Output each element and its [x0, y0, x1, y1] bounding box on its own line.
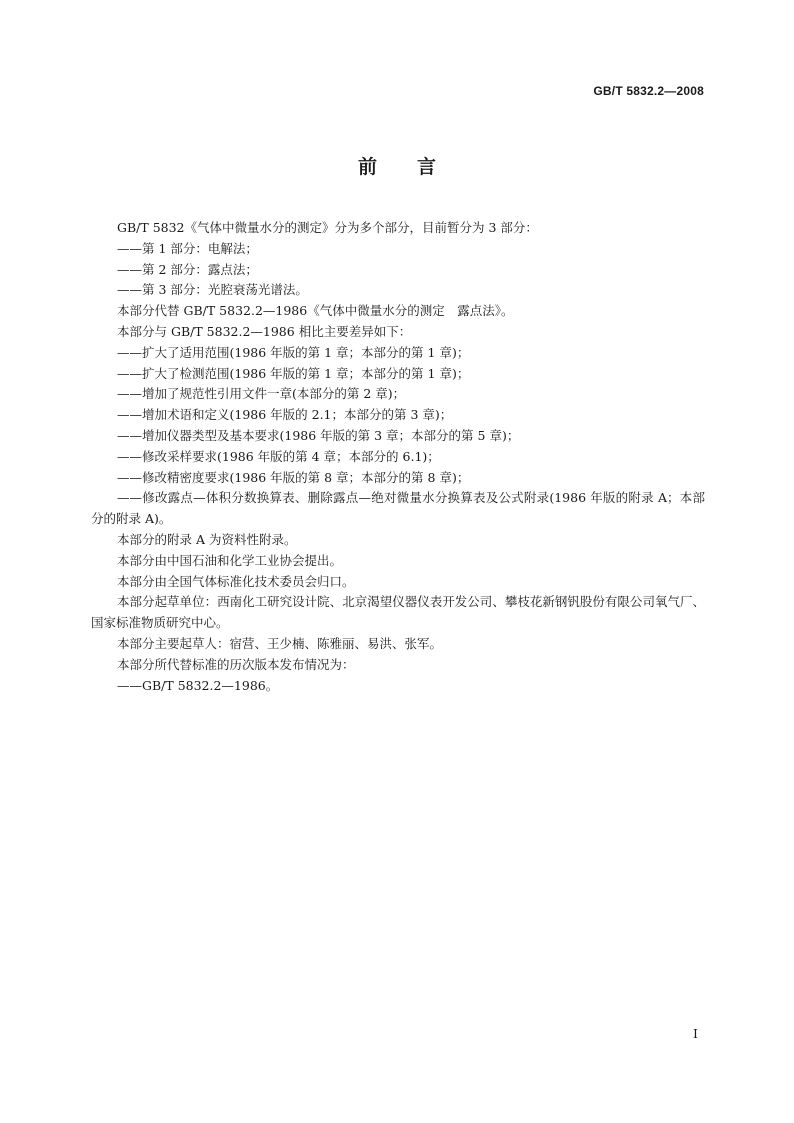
paragraph-line: 本部分由中国石油和化学工业协会提出。	[117, 552, 343, 568]
list-item: ——GB/T 5832.2—1986。	[117, 677, 279, 693]
list-item: ——增加仪器类型及基本要求(1986 年版的第 3 章；本部分的第 5 章)；	[117, 427, 520, 443]
list-item: ——扩大了适用范围(1986 年版的第 1 章；本部分的第 1 章)；	[117, 344, 470, 360]
list-item: ——增加术语和定义(1986 年版的 2.1；本部分的第 3 章)；	[117, 407, 453, 423]
list-item: ——修改采样要求(1986 年版的第 4 章；本部分的 6.1)；	[117, 448, 440, 464]
paragraph-line: 本部分由全国气体标准化技术委员会归口。	[117, 573, 355, 589]
paragraph-line: 本部分与 GB/T 5832.2—1986 相比主要差异如下：	[117, 323, 412, 339]
page-title: 前言	[357, 156, 476, 178]
paragraph-line: 本部分主要起草人：宿营、王少楠、陈雅丽、易洪、张军。	[117, 635, 443, 651]
list-item: ——第 1 部分：电解法；	[117, 240, 258, 256]
list-item: ——第 2 部分：露点法；	[117, 261, 258, 277]
paragraph-line: 本部分的附录 A 为资料性附录。	[117, 531, 297, 547]
list-item: ——扩大了检测范围(1986 年版的第 1 章；本部分的第 1 章)；	[117, 365, 470, 381]
standard-code-header: GB/T 5832.2—2008	[593, 84, 704, 98]
paragraph-line: 本部分代替 GB/T 5832.2—1986《气体中微量水分的测定 露点法》。	[117, 303, 514, 319]
paragraph-line: 本部分所代替标准的历次版本发布情况为：	[117, 656, 355, 672]
list-item: ——修改露点—体积分数换算表、删除露点—绝对微量水分换算表及公式附录(1986 年版的附录 A；本部分的附录 A)。	[91, 490, 705, 527]
foreword-body	[91, 218, 705, 696]
list-item: ——修改精密度要求(1986 年版的第 8 章；本部分的第 8 章)；	[117, 469, 470, 485]
list-item: ——增加了规范性引用文件一章(本部分的第 2 章)；	[117, 386, 406, 402]
paragraph-line: GB/T 5832《气体中微量水分的测定》分为多个部分，目前暂分为 3 部分：	[117, 220, 538, 235]
paragraph-line: 本部分起草单位：西南化工研究设计院、北京渴望仪器仪表开发公司、攀枝花新钢钒股份有限公司氧气厂、国家标准物质研究中心。	[91, 594, 705, 631]
page-number: I	[693, 1026, 698, 1041]
list-item: ——第 3 部分：光腔衰荡光谱法。	[117, 282, 308, 298]
